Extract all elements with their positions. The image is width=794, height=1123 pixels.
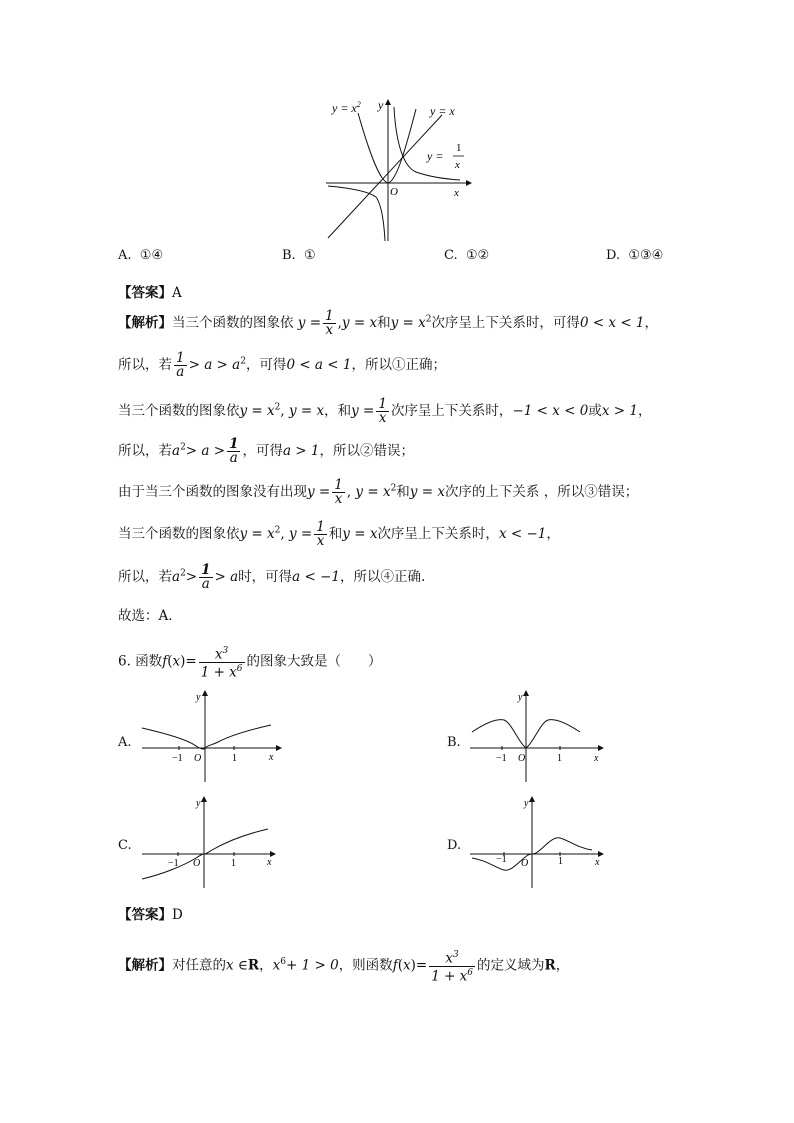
svg-text:O: O	[518, 753, 526, 764]
label-1x-num: 1	[456, 142, 462, 154]
svg-text:1: 1	[231, 858, 236, 869]
label-y-1x: y =	[427, 149, 444, 163]
q5-answer: 【答案】A	[118, 285, 182, 301]
label-y-x: y = x	[430, 104, 455, 118]
q6-option-a-label: A.	[118, 735, 132, 750]
svg-text:x: x	[595, 857, 600, 868]
q6-graph-b	[466, 690, 616, 782]
svg-text:y: y	[518, 692, 523, 703]
svg-text:−1: −1	[496, 753, 507, 764]
svg-text:x: x	[269, 752, 274, 763]
svg-text:y: y	[196, 692, 201, 703]
svg-text:−1: −1	[496, 854, 507, 865]
svg-text:y: y	[196, 798, 201, 809]
label-origin: O	[390, 186, 398, 198]
label-1x-den: x	[455, 159, 460, 171]
y-axis-arrow	[385, 99, 391, 105]
svg-text:−1: −1	[168, 858, 179, 869]
q6-option-d-label: D.	[447, 838, 462, 853]
q6-analysis: 【解析】对任意的x ∈R，$x^6+ 1 > 0$，则函数f(x)= $\frac{x^3}{1 + x^6}$ 的定义域为R，	[118, 950, 570, 984]
q5-option-c: C. ①②	[444, 248, 490, 263]
q5-analysis-line-6: 当三个函数的图象依$y = x^2$, y = $\frac{1}{x}$ 和y = x次序呈上下关系时，x < −1，	[118, 519, 560, 549]
q5-option-d: D. ①③④	[606, 248, 664, 263]
q5-analysis-line-5: 由于当三个函数的图象没有出现y = $\frac{1}{x}$ , $y = x^2$和y = x次序的上下关系 ，所以③错误；	[118, 477, 639, 507]
svg-text:1: 1	[232, 753, 237, 764]
label-y-axis: y	[378, 98, 384, 112]
q5-option-a: A. ①④	[118, 248, 164, 263]
svg-text:x: x	[267, 857, 272, 868]
q6-stem: 6. 函数f(x)= $\frac{x^3}{1 + x^6}$ 的图象大致是（ ）	[118, 646, 382, 680]
q6-option-c-label: C.	[118, 838, 132, 853]
power-functions-figure	[320, 95, 480, 245]
svg-text:O: O	[521, 858, 529, 869]
q5-analysis-line-3: 当三个函数的图象依$y = x^2$, y = x，和y = $\frac{1}{x}$ 次序呈上下关系时，−1 < x < 0或x > 1，	[118, 396, 652, 426]
q6-graph-c	[138, 796, 288, 888]
curve-y-eq-x-squared	[358, 109, 416, 183]
q5-analysis-line-7: 所以，若$a^2>$ $\frac{1}{a}$ > a时，可得a < −1，所以④正确.	[118, 562, 426, 592]
svg-text:y: y	[524, 798, 529, 809]
label-y-x2: $y = x^2$	[332, 100, 361, 115]
q5-option-b: B. ①	[282, 248, 316, 263]
q6-answer: 【答案】D	[118, 907, 183, 923]
svg-text:1: 1	[557, 753, 562, 764]
x-axis-arrow	[466, 180, 472, 186]
svg-text:O: O	[194, 753, 202, 764]
q5-analysis-line-1: 【解析】当三个函数的图象依 y = $\frac{1}{x}$ ,y = x和$y = x^2$次序呈上下关系时，可得0 < x < 1，	[118, 308, 659, 338]
svg-text:−1: −1	[172, 753, 183, 764]
q6-graph-a	[138, 690, 288, 782]
q6-graph-d	[466, 796, 616, 888]
q5-analysis-line-4: 所以，若$a^2> a$ > $\frac{1}{a}$ ，可得a > 1，所以②错误；	[118, 436, 415, 466]
q5-analysis-line-2: 所以，若 $\frac{1}{a}$ > $a > a^2$，可得0 < a < 1，所以①正确；	[118, 350, 446, 380]
curve-y-eq-1-over-x-neg	[328, 186, 385, 241]
curve-y-eq-x	[328, 115, 442, 238]
q6-option-b-label: B.	[447, 735, 461, 750]
svg-text:x: x	[594, 753, 599, 764]
svg-text:O: O	[193, 858, 201, 869]
q5-analysis-line-8: 故选：A．	[118, 608, 182, 624]
label-x-axis: x	[454, 187, 459, 199]
svg-text:1: 1	[558, 856, 563, 867]
